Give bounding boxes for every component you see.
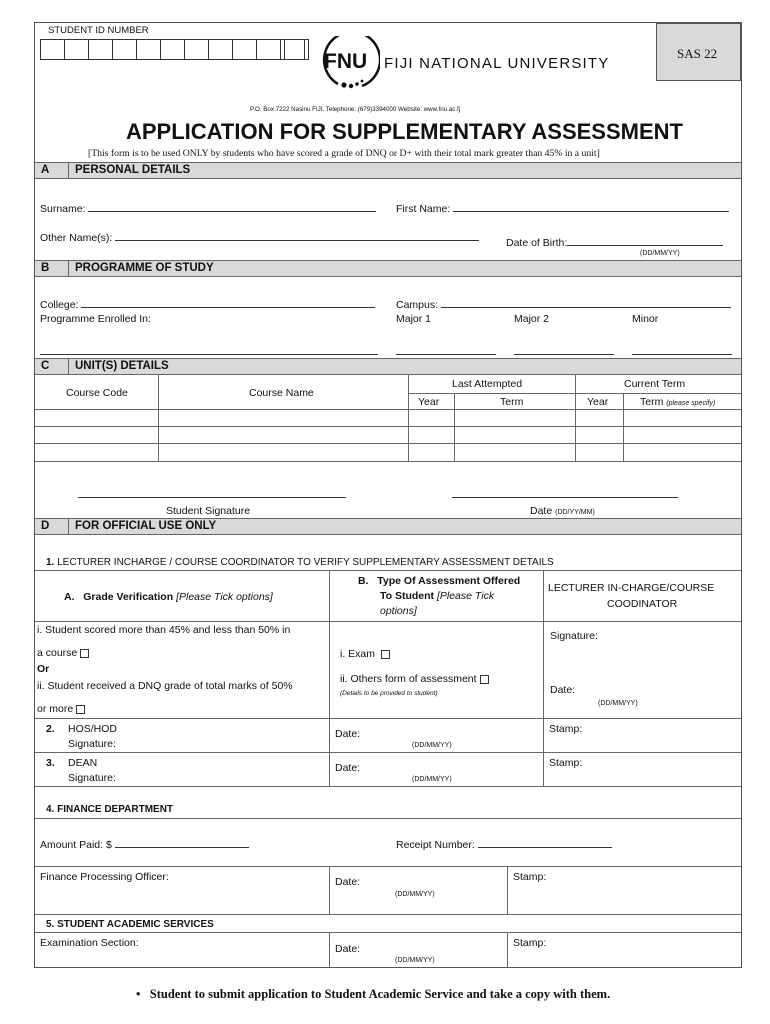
- sas-date-format: (DD/MM/YY): [395, 957, 435, 964]
- dob-format: (DD/MM/YY): [640, 250, 680, 257]
- amount-paid-field[interactable]: Amount Paid: $: [40, 837, 249, 851]
- university-name: FIJI NATIONAL UNIVERSITY: [384, 55, 610, 72]
- programme-label: Programme Enrolled In:: [40, 313, 151, 325]
- option-ii-checkbox[interactable]: or more: [37, 703, 85, 715]
- finance-officer[interactable]: Finance Processing Officer:: [40, 871, 169, 883]
- other-assessment-note: (Details to be provided to student): [340, 690, 438, 697]
- fnu-logo: FNU: [318, 36, 380, 96]
- student-date-line[interactable]: [452, 497, 678, 498]
- section-a-header: A PERSONAL DETAILS: [35, 162, 741, 179]
- dean-date-format: (DD/MM/YY): [412, 776, 452, 783]
- lecturer-signature[interactable]: Signature:: [550, 630, 598, 642]
- surname-field[interactable]: Surname:: [40, 201, 376, 215]
- footer-note: • Student to submit application to Student Academic Service and take a copy with them.: [136, 987, 611, 1001]
- section-b-header: B PROGRAMME OF STUDY: [35, 260, 741, 277]
- option-i-checkbox[interactable]: a course: [37, 647, 89, 659]
- section-d-header: D FOR OFFICIAL USE ONLY: [35, 518, 741, 535]
- campus-field[interactable]: Campus:: [396, 297, 731, 311]
- hos-signature[interactable]: Signature:: [68, 738, 116, 750]
- hos-stamp[interactable]: Stamp:: [549, 723, 583, 735]
- lecturer-heading-1: LECTURER IN-CHARGE/COURSE: [548, 582, 715, 594]
- student-id-label: STUDENT ID NUMBER: [48, 25, 149, 36]
- last-attempted-header: Last Attempted: [452, 378, 523, 390]
- checkbox-icon: [80, 649, 89, 658]
- year-header-2: Year: [587, 396, 609, 408]
- sas-stamp[interactable]: Stamp:: [513, 937, 547, 949]
- major1-label: Major 1: [396, 313, 432, 325]
- lecturer-date-format: (DD/MM/YY): [598, 700, 638, 707]
- receipt-number-field[interactable]: Receipt Number:: [396, 837, 612, 851]
- checkbox-icon: [381, 650, 390, 659]
- student-signature-label: Student Signature: [166, 505, 251, 517]
- student-signature-line[interactable]: [78, 497, 346, 498]
- hos-date-format: (DD/MM/YY): [412, 742, 452, 749]
- major2-line[interactable]: [514, 354, 614, 355]
- form-code: SAS 22: [677, 46, 718, 61]
- lecturer-heading-2: COODINATOR: [607, 598, 678, 610]
- course-name-header: Course Name: [249, 387, 314, 399]
- dean-label: DEAN: [68, 757, 98, 769]
- type-heading-2: To Student [Please Tick: [380, 590, 495, 602]
- type-heading-1: B. Type Of Assessment Offered: [358, 575, 521, 587]
- course-code-header: Course Code: [66, 387, 128, 399]
- finance-date[interactable]: Date:: [335, 876, 361, 888]
- year-header-1: Year: [418, 396, 440, 408]
- item3-num: 3.: [46, 757, 55, 769]
- type-heading-3: options]: [380, 605, 417, 617]
- student-date-label: Date (DD/YY/MM): [530, 505, 595, 517]
- minor-line[interactable]: [632, 354, 732, 355]
- bullet-icon: •: [136, 987, 141, 1001]
- current-term-header: Current Term: [624, 378, 686, 390]
- section-c-header: C UNIT(S) DETAILS: [35, 358, 741, 375]
- college-field[interactable]: College:: [40, 297, 375, 311]
- finance-stamp[interactable]: Stamp:: [513, 871, 547, 883]
- finance-date-format: (DD/MM/YY): [395, 891, 435, 898]
- dean-stamp[interactable]: Stamp:: [549, 757, 583, 769]
- minor-label: Minor: [632, 313, 659, 325]
- item1-heading: 1. LECTURER INCHARGE / COURSE COORDINATOR TO VERIFY SUPPLEMENTARY ASSESSMENT DETAILS: [46, 557, 554, 568]
- sas-heading: 5. STUDENT ACADEMIC SERVICES: [46, 919, 214, 930]
- option-i-line1: i. Student scored more than 45% and less than 50% in: [37, 624, 291, 636]
- sas-date[interactable]: Date:: [335, 943, 361, 955]
- dean-date[interactable]: Date:: [335, 762, 361, 774]
- form-note: [This form is to be used ONLY by students who have scored a grade of DNQ or D+ with their total mark greater than 45% in a unit]: [88, 148, 600, 159]
- item2-num: 2.: [46, 723, 55, 735]
- programme-line[interactable]: [40, 354, 378, 355]
- other-names-field[interactable]: Other Name(s):: [40, 230, 479, 244]
- dob-field[interactable]: Date of Birth:: [506, 235, 723, 249]
- dean-signature[interactable]: Signature:: [68, 772, 116, 784]
- checkbox-icon: [480, 675, 489, 684]
- hos-label: HOS/HOD: [68, 723, 118, 735]
- address-line: P.O. Box 7222 Nasinu FIJI. Telephone: (679)3394000 Website: www.fnu.ac.fj: [250, 106, 461, 113]
- other-assessment-checkbox[interactable]: ii. Others form of assessment: [340, 673, 489, 685]
- lecturer-date[interactable]: Date:: [550, 684, 576, 696]
- checkbox-icon: [76, 705, 85, 714]
- grade-verification-heading: A. Grade Verification [Please Tick options]: [64, 591, 273, 603]
- major1-line[interactable]: [396, 354, 496, 355]
- finance-heading: 4. FINANCE DEPARTMENT: [46, 804, 174, 815]
- major2-label: Major 2: [514, 313, 550, 325]
- or-label: Or: [37, 663, 50, 675]
- unit-entry-rows[interactable]: [36, 410, 740, 460]
- option-ii-line1: ii. Student received a DNQ grade of total marks of 50%: [37, 680, 293, 692]
- first-name-field[interactable]: First Name:: [396, 201, 729, 215]
- term-header-1: Term: [500, 396, 524, 408]
- hos-date[interactable]: Date:: [335, 728, 361, 740]
- exam-checkbox[interactable]: i. Exam: [340, 648, 390, 660]
- term-header-2: Term (please specify): [640, 396, 716, 408]
- examination-section[interactable]: Examination Section:: [40, 937, 139, 949]
- form-title: APPLICATION FOR SUPPLEMENTARY ASSESSMENT: [126, 119, 683, 144]
